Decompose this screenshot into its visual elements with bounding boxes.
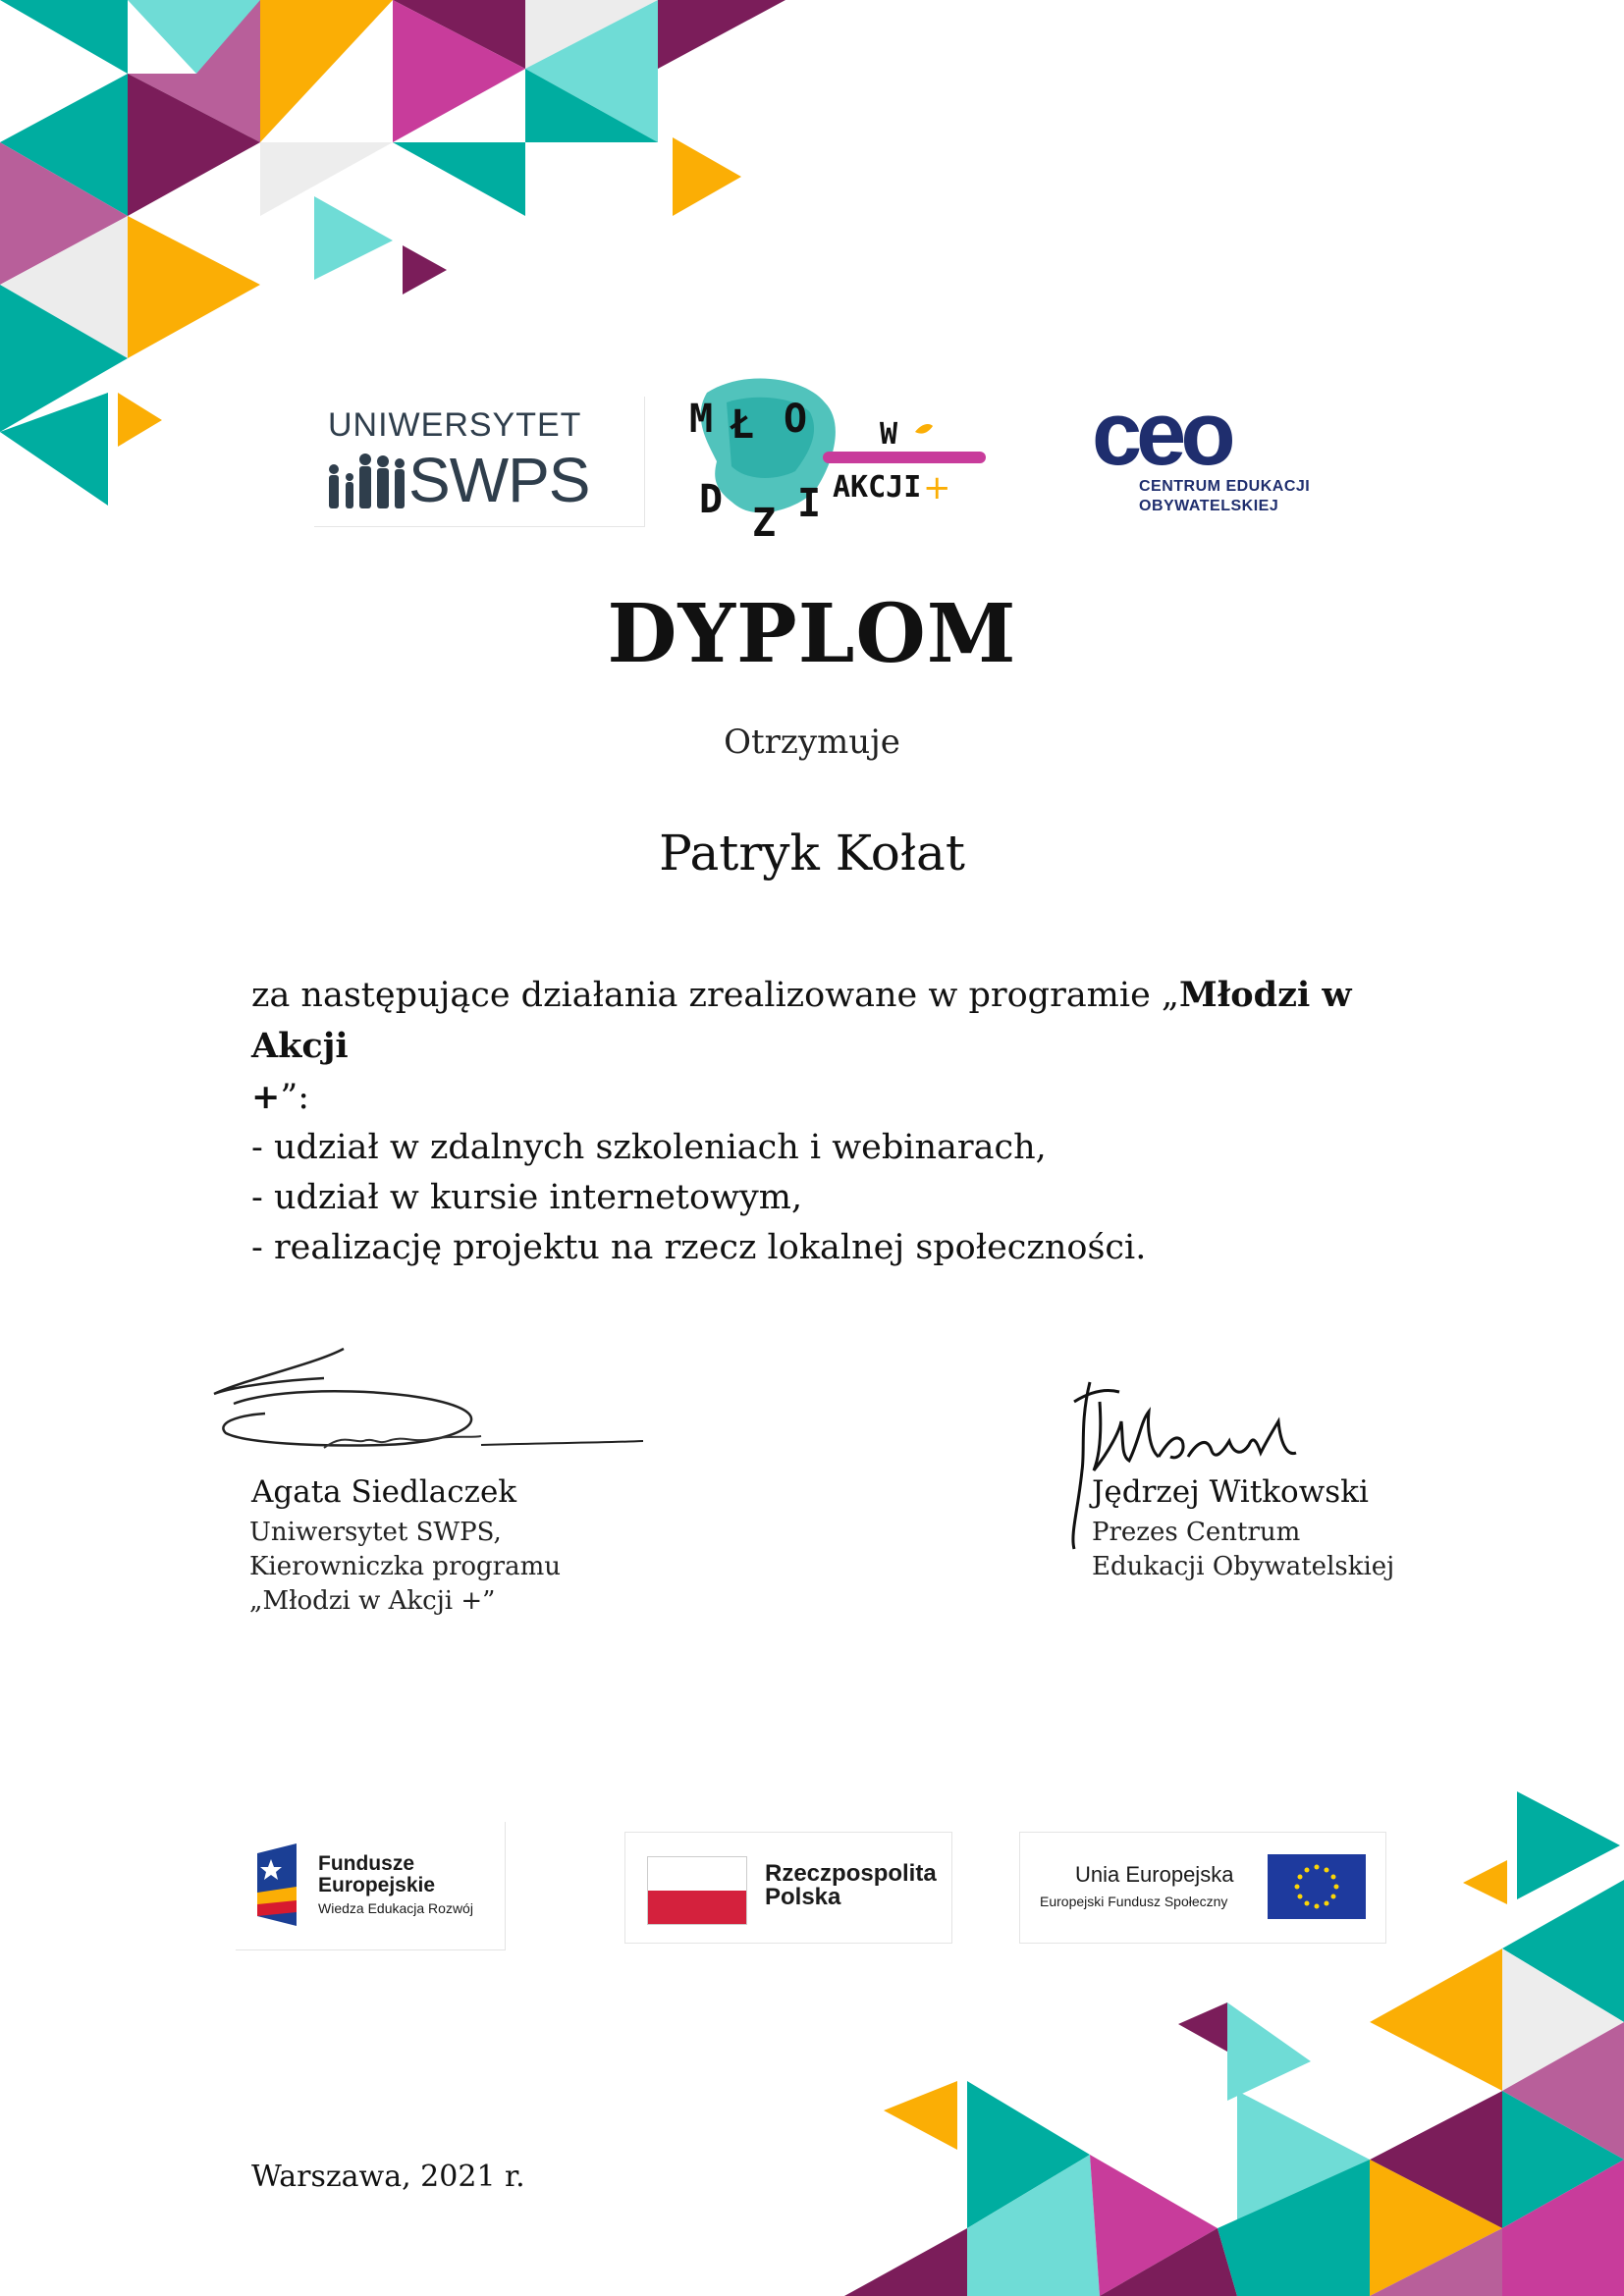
rzeczpospolita-polska-logo bbox=[624, 1832, 952, 1944]
mlodzi-w-akcji-logo bbox=[687, 373, 1001, 550]
ceo-logo bbox=[1090, 384, 1326, 530]
mlodzi-akcji: AKCJI bbox=[833, 470, 922, 505]
polish-flag-icon bbox=[647, 1856, 747, 1925]
signatory-role: Uniwersytet SWPS, Kierowniczka programu „Młodzi w Akcji +” bbox=[249, 1518, 562, 1616]
mlodzi-plus: + bbox=[923, 468, 951, 507]
people-silhouette-icon bbox=[326, 450, 408, 508]
swps-logo-line2: SWPS bbox=[408, 445, 590, 515]
unia-europejska-logo bbox=[1019, 1832, 1386, 1944]
signatory-name: Agata Siedlaczek bbox=[251, 1474, 517, 1510]
swps-logo-line1: UNIWERSYTET bbox=[328, 406, 582, 444]
rp-line1: Rzeczpospolita bbox=[765, 1860, 937, 1887]
mlodzi-w: W bbox=[880, 417, 898, 452]
intro-text: za następujące działania zrealizowane w programie „ bbox=[251, 976, 1180, 1015]
signatory-role: Prezes Centrum Edukacji Obywatelskiej bbox=[1092, 1518, 1395, 1581]
program-name: Młodzi w Akcji bbox=[251, 975, 1352, 1066]
fundusze-europejskie-icon bbox=[257, 1843, 300, 1926]
signatory-name: Jędrzej Witkowski bbox=[1092, 1474, 1369, 1510]
recipient-name: Patryk Kołat bbox=[659, 825, 965, 881]
place-and-date: Warszawa, 2021 r. bbox=[251, 2160, 525, 2194]
swps-logo bbox=[314, 397, 645, 527]
mlodzi-letter-o: O bbox=[784, 397, 808, 442]
mlodzi-letter-m: M bbox=[689, 397, 714, 442]
intro-closing: ”: bbox=[280, 1078, 310, 1117]
mlodzi-letter-z: Z bbox=[752, 501, 777, 546]
activity-item: - udział w zdalnych szkoleniach i webinarach, bbox=[251, 1128, 1047, 1167]
fe-line1: Fundusze bbox=[318, 1852, 414, 1875]
program-name-plus: + bbox=[251, 1077, 281, 1117]
fe-line3: Wiedza Edukacja Rozwój bbox=[318, 1900, 473, 1916]
rp-line2: Polska bbox=[765, 1884, 841, 1910]
ceo-logo-line2: OBYWATELSKIEJ bbox=[1139, 498, 1279, 514]
activity-item: - realizację projektu na rzecz lokalnej społeczności. bbox=[251, 1228, 1147, 1267]
fundusze-europejskie-logo bbox=[236, 1822, 506, 1950]
mlodzi-letter-d: D bbox=[699, 477, 724, 522]
eu-flag-icon bbox=[1268, 1854, 1366, 1919]
signature-siedlaczek bbox=[206, 1335, 677, 1472]
activity-item: - udział w kursie internetowym, bbox=[251, 1178, 803, 1217]
mlodzi-letter-i: I bbox=[797, 481, 822, 526]
mlodzi-w-akcji-logo-graphic bbox=[687, 373, 1001, 550]
mlodzi-letter-l: Ł bbox=[731, 402, 755, 448]
ue-line1: Unia Europejska bbox=[1075, 1862, 1234, 1887]
diploma-body bbox=[251, 970, 1390, 1273]
receives-label: Otrzymuje bbox=[724, 722, 900, 762]
ceo-logo-word: ceo bbox=[1092, 384, 1230, 484]
fe-line2: Europejskie bbox=[318, 1874, 436, 1896]
diploma-title: DYPLOM bbox=[607, 587, 1017, 681]
ue-line2: Europejski Fundusz Społeczny bbox=[1040, 1894, 1228, 1909]
ceo-logo-line1: CENTRUM EDUKACJI bbox=[1139, 478, 1311, 495]
